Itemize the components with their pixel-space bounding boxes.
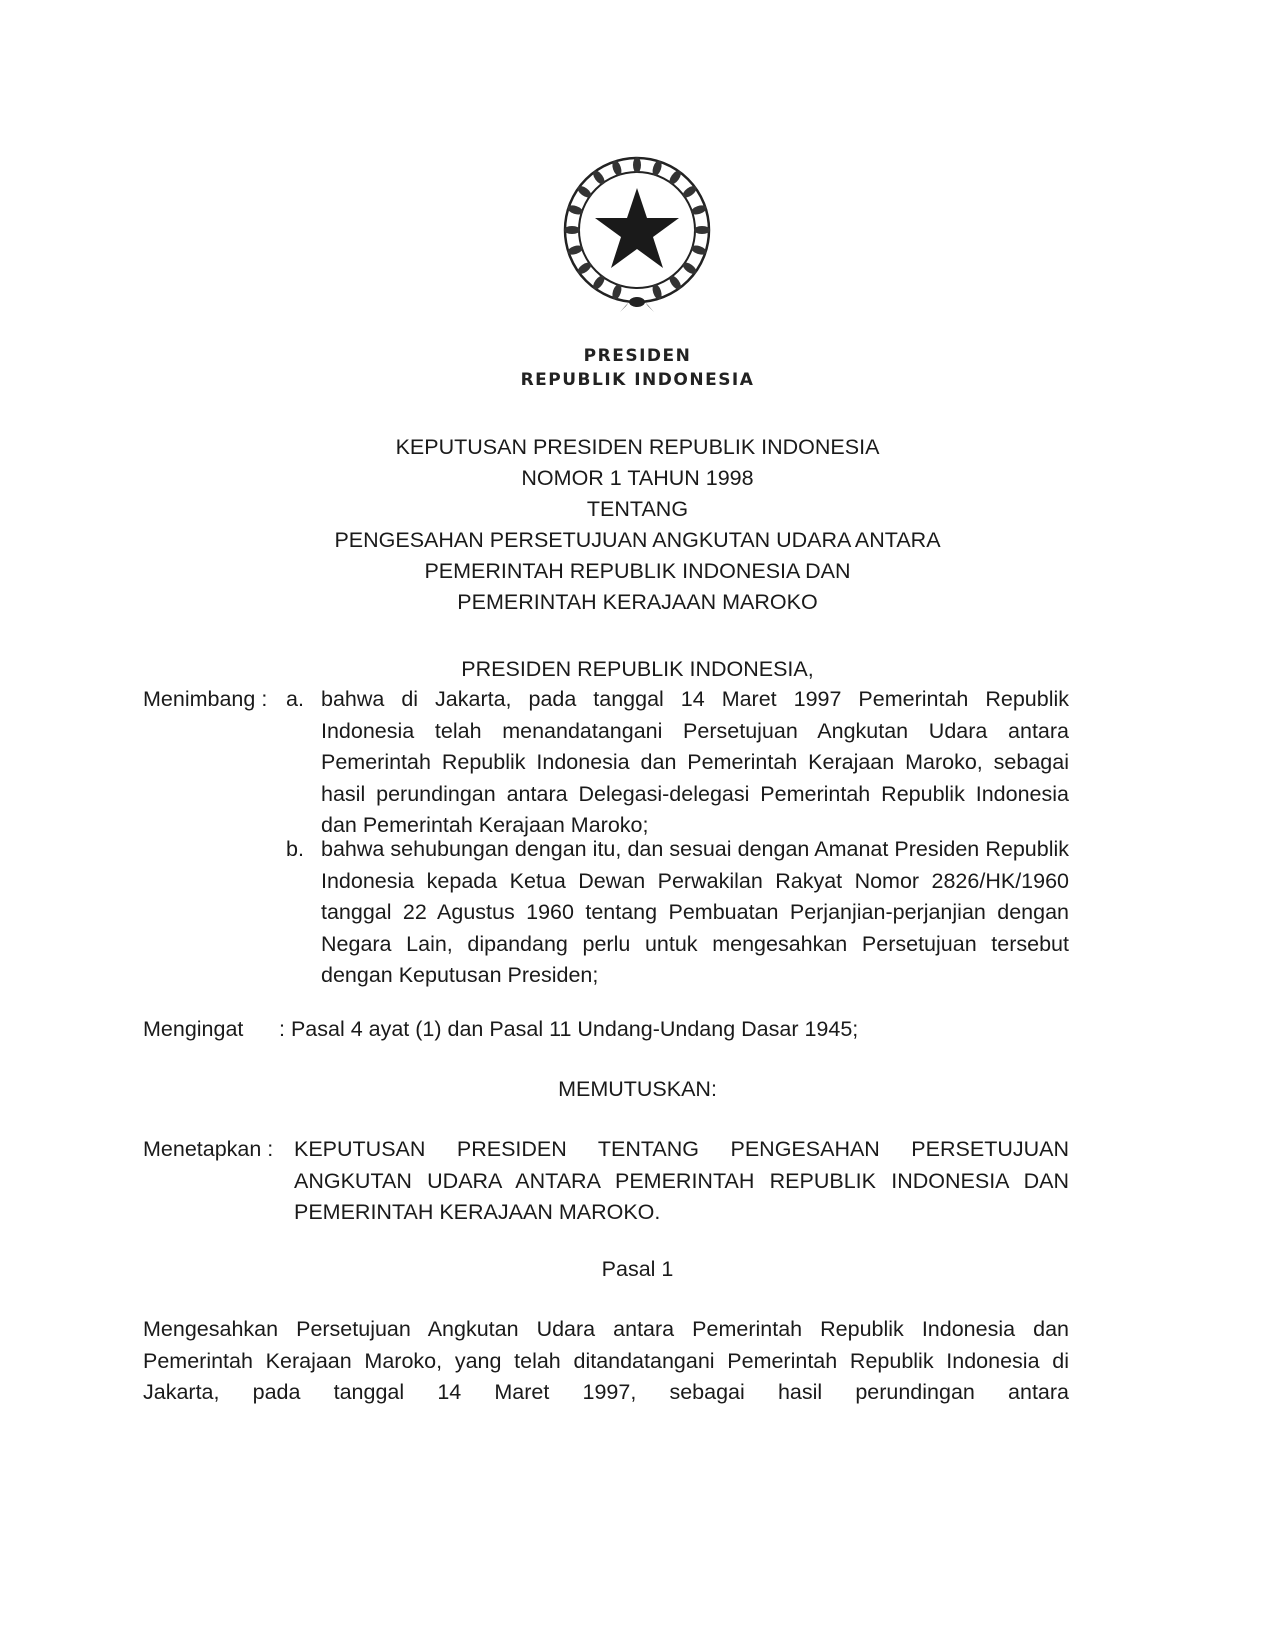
decree-title	[0, 432, 1275, 618]
president-heading: PRESIDEN REPUBLIK INDONESIA,	[461, 657, 814, 681]
menimbang-item-b: bahwa sehubungan dengan itu, dan sesuai dengan Amanat Presiden Republik Indonesia kepada Ketua Dewan Perwakilan Rakyat Nomor 2826/HK/1960 tanggal 22 Agustus 1960 tentang Pembuatan Perjanjian-perjanjian dengan Negara Lain, dipandang perlu untuk mengesahkan Persetujuan tersebut dengan Keputusan Presiden;	[321, 837, 1069, 987]
title-line-6: PEMERINTAH KERAJAAN MAROKO	[457, 590, 818, 614]
pasal-1-text: Mengesahkan Persetujuan Angkutan Udara antara Pemerintah Republik Indonesia dan Pemerintah Kerajaan Maroko, yang telah ditandatangani Pemerintah Republik Indonesia di Jakarta, pada tanggal 14 Maret 1997, sebagai hasil perundingan antara	[143, 1317, 1069, 1404]
mengingat-label: Mengingat	[143, 1017, 244, 1041]
garuda-star-wreath-emblem-icon	[548, 148, 726, 320]
title-line-3: TENTANG	[586, 497, 689, 521]
menimbang-label: Menimbang :	[143, 687, 268, 711]
title-line-1: KEPUTUSAN PRESIDEN REPUBLIK INDONESIA	[395, 435, 880, 459]
memutuskan-heading: MEMUTUSKAN:	[558, 1077, 717, 1101]
title-line-2: NOMOR 1 TAHUN 1998	[521, 466, 754, 490]
menimbang-item-a: bahwa di Jakarta, pada tanggal 14 Maret 1997 Pemerintah Republik Indonesia telah menandatangani Persetujuan Angkutan Udara antara Pemerintah Republik Indonesia dan Pemerintah Kerajaan Maroko, sebagai hasil perundingan antara Delegasi-delegasi Pemerintah Republik Indonesia dan Pemerintah Kerajaan Maroko;	[321, 687, 1069, 837]
title-line-4: PENGESAHAN PERSETUJUAN ANGKUTAN UDARA ANTARA	[334, 528, 941, 552]
menimbang-item-a-marker: a.	[286, 687, 304, 711]
menetapkan-text: KEPUTUSAN PRESIDEN TENTANG PENGESAHAN PERSETUJUAN ANGKUTAN UDARA ANTARA PEMERINTAH REPUBLIK INDONESIA DAN PEMERINTAH KERAJAAN MAROKO.	[294, 1137, 1069, 1224]
pasal-1-heading: Pasal 1	[601, 1257, 674, 1281]
mengingat-text: : Pasal 4 ayat (1) dan Pasal 11 Undang-Undang Dasar 1945;	[279, 1017, 859, 1041]
emblem-title-president: PRESIDEN	[583, 346, 692, 366]
title-line-5: PEMERINTAH REPUBLIK INDONESIA DAN	[424, 559, 851, 583]
emblem-title-republic: REPUBLIK INDONESIA	[520, 370, 755, 390]
menetapkan-label: Menetapkan :	[143, 1137, 274, 1161]
menimbang-item-b-marker: b.	[286, 837, 304, 861]
